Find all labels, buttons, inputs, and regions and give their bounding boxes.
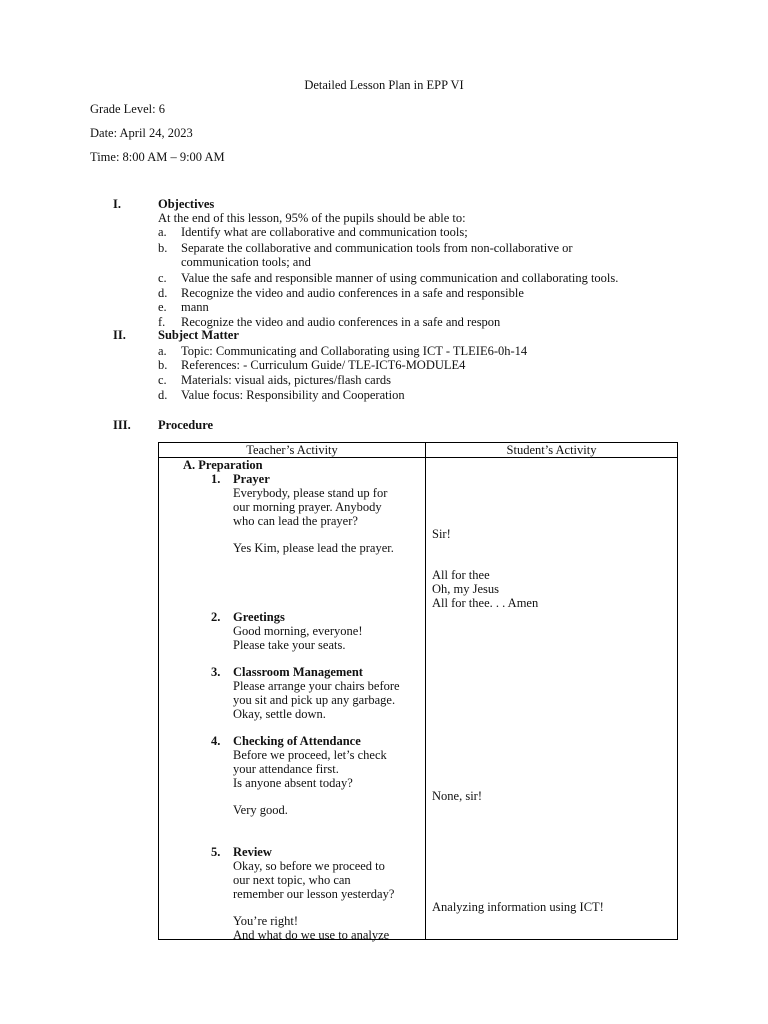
subject-letter: b. bbox=[158, 358, 168, 372]
teacher-line: Good morning, everyone! bbox=[233, 624, 363, 638]
subject-letter: c. bbox=[158, 373, 167, 387]
step-number: 2. bbox=[211, 610, 221, 624]
objectives-numeral: I. bbox=[113, 197, 121, 211]
teacher-line: Okay, so before we proceed to bbox=[233, 859, 385, 873]
objective-text-continued: communication tools; and bbox=[181, 255, 311, 269]
subject-matter-numeral: II. bbox=[113, 328, 126, 342]
lesson-time: Time: 8:00 AM – 9:00 AM bbox=[90, 150, 225, 164]
objective-text: Separate the collaborative and communication tools from non-collaborative or bbox=[181, 241, 573, 255]
grade-level: Grade Level: 6 bbox=[90, 102, 165, 116]
teacher-line: You’re right! bbox=[233, 914, 299, 928]
objective-letter: f. bbox=[158, 315, 166, 329]
objective-text: Recognize the video and audio conferences in a safe and respon bbox=[181, 315, 501, 329]
student-response: Analyzing information using ICT! bbox=[432, 900, 604, 914]
teacher-line: your attendance first. bbox=[233, 762, 339, 776]
objective-text: Recognize the video and audio conferences in a safe and responsible bbox=[181, 286, 524, 300]
objective-letter: c. bbox=[158, 271, 167, 285]
teacher-line: Please arrange your chairs before bbox=[233, 679, 400, 693]
teacher-line: you sit and pick up any garbage. bbox=[233, 693, 396, 707]
procedure-heading: Procedure bbox=[158, 418, 214, 432]
document-title: Detailed Lesson Plan in EPP VI bbox=[304, 78, 464, 92]
teacher-line: remember our lesson yesterday? bbox=[233, 887, 395, 901]
subject-text: References: - Curriculum Guide/ TLE-ICT6-MODULE4 bbox=[181, 358, 466, 372]
objectives-heading: Objectives bbox=[158, 197, 215, 211]
objective-text: Identify what are collaborative and communication tools; bbox=[181, 225, 468, 239]
part-a-heading: A. Preparation bbox=[183, 458, 263, 472]
teacher-line: Before we proceed, let’s check bbox=[233, 748, 387, 762]
teacher-line: Please take your seats. bbox=[233, 638, 346, 652]
student-response: All for thee. . . Amen bbox=[432, 596, 539, 610]
objective-text: mann bbox=[181, 300, 209, 314]
step-number: 1. bbox=[211, 472, 221, 486]
step-title-review: Review bbox=[233, 845, 272, 859]
table-column-divider bbox=[425, 443, 426, 939]
objectives-intro: At the end of this lesson, 95% of the pupils should be able to: bbox=[158, 211, 466, 225]
step-title-classroom: Classroom Management bbox=[233, 665, 363, 679]
subject-text: Materials: visual aids, pictures/flash cards bbox=[181, 373, 392, 387]
teacher-activity-header: Teacher’s Activity bbox=[246, 443, 338, 457]
lesson-date: Date: April 24, 2023 bbox=[90, 126, 193, 140]
subject-matter-heading: Subject Matter bbox=[158, 328, 239, 342]
teacher-line: Everybody, please stand up for bbox=[233, 486, 388, 500]
step-number: 3. bbox=[211, 665, 221, 679]
activity-table bbox=[158, 442, 678, 940]
teacher-line: Is anyone absent today? bbox=[233, 776, 353, 790]
student-activity-header: Student’s Activity bbox=[506, 443, 597, 457]
student-response: None, sir! bbox=[432, 789, 482, 803]
objective-letter: e. bbox=[158, 300, 167, 314]
teacher-line: who can lead the prayer? bbox=[233, 514, 358, 528]
step-title-greetings: Greetings bbox=[233, 610, 285, 624]
objective-letter: b. bbox=[158, 241, 168, 255]
teacher-line: Very good. bbox=[233, 803, 288, 817]
objective-text: Value the safe and responsible manner of using communication and collaborating tools. bbox=[181, 271, 619, 285]
step-title-prayer: Prayer bbox=[233, 472, 270, 486]
student-response: Oh, my Jesus bbox=[432, 582, 500, 596]
teacher-line: Yes Kim, please lead the prayer. bbox=[233, 541, 394, 555]
subject-text: Topic: Communicating and Collaborating using ICT - TLEIE6-0h-14 bbox=[181, 344, 528, 358]
step-title-attendance: Checking of Attendance bbox=[233, 734, 361, 748]
step-number: 4. bbox=[211, 734, 221, 748]
teacher-line: Okay, settle down. bbox=[233, 707, 326, 721]
objective-letter: a. bbox=[158, 225, 167, 239]
procedure-numeral: III. bbox=[113, 418, 131, 432]
teacher-line: And what do we use to analyze bbox=[233, 928, 390, 942]
step-number: 5. bbox=[211, 845, 221, 859]
objective-letter: d. bbox=[158, 286, 168, 300]
subject-text: Value focus: Responsibility and Cooperation bbox=[181, 388, 405, 402]
student-response: All for thee bbox=[432, 568, 490, 582]
subject-letter: a. bbox=[158, 344, 167, 358]
student-response: Sir! bbox=[432, 527, 451, 541]
teacher-line: our morning prayer. Anybody bbox=[233, 500, 382, 514]
subject-letter: d. bbox=[158, 388, 168, 402]
teacher-line: our next topic, who can bbox=[233, 873, 351, 887]
